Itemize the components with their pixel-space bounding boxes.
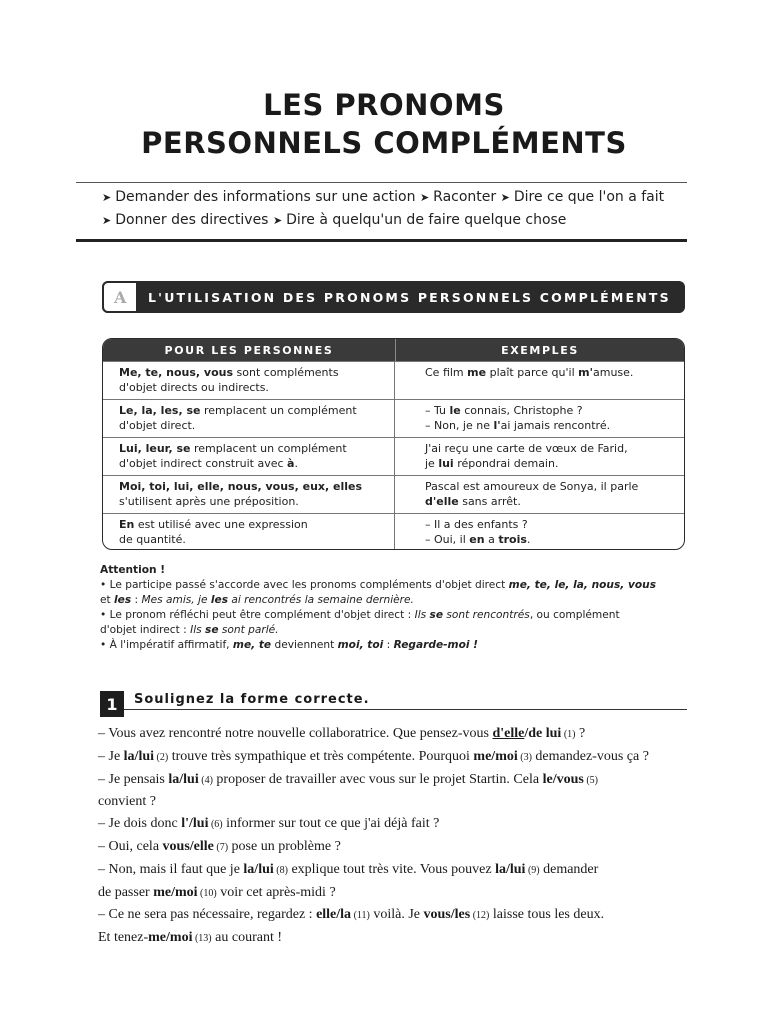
page-title — [0, 86, 768, 162]
rule-cell: Le, la, les, se remplacent un complément d'objet direct. — [103, 400, 395, 437]
answer-choice[interactable]: me/moi — [473, 748, 518, 764]
item-number: (12) — [470, 910, 490, 922]
section-title: L'UTILISATION DES PRONOMS PERSONNELS COMPLÉMENTS — [148, 289, 671, 305]
section-banner — [102, 281, 685, 313]
arrow-icon: ➤ — [102, 191, 112, 204]
table-row — [103, 399, 684, 437]
item-number: (8) — [273, 864, 288, 876]
answer-choice[interactable]: d'elle — [492, 726, 525, 741]
answer-choice[interactable]: la/lui — [168, 771, 199, 787]
exercise-header — [100, 691, 687, 718]
grammar-icon — [102, 281, 138, 313]
exercise-text — [98, 723, 698, 950]
attention-point: • À l'impératif affirmatif, me, te deviennent moi, toi : Regarde-moi ! — [100, 639, 478, 651]
item-number: (1) — [561, 729, 576, 740]
exercise-text-segment: explique tout très vite. Vous pouvez — [287, 861, 496, 877]
answer-choice[interactable]: la/lui — [243, 861, 274, 877]
exercise-text-segment: ? — [575, 726, 586, 741]
svg-text:A: A — [114, 288, 129, 306]
exercise-text-segment: – Je pensais — [98, 771, 169, 787]
item-number: (13) — [192, 933, 212, 945]
exercise-line — [98, 746, 698, 769]
answer-choice[interactable]: vous/elle — [162, 838, 214, 854]
attention-point: • Le participe passé s'accorde avec les pronoms compléments d'objet direct me, te, le, la, nous, vous — [100, 579, 657, 591]
table-header — [103, 339, 684, 361]
exercise-text-segment: proposer de travailler avec vous sur le projet Startin. Cela — [212, 771, 543, 787]
attention-point: • Le pronom réfléchi peut être complément d'objet direct : Ils se sont rencontrés, ou complément — [100, 609, 620, 621]
divider-thick — [76, 239, 687, 242]
example-cell: J'ai reçu une carte de vœux de Farid, je lui répondrai demain. — [425, 442, 628, 470]
arrow-icon: ➤ — [419, 191, 430, 204]
exercise-text-segment: trouve très sympathique et très compétente. Pourquoi — [168, 748, 474, 764]
arrow-icon: ➤ — [500, 191, 510, 204]
exercise-text-segment: – Ce ne sera pas nécessaire, regardez : — [98, 907, 317, 923]
objectives — [102, 186, 692, 232]
exercise-text-segment: – Vous avez rencontré notre nouvelle collaboratrice. Que pensez-vous — [98, 726, 493, 741]
answer-choice[interactable]: l'/lui — [181, 816, 209, 832]
item-number: (3) — [517, 751, 532, 763]
table-row — [103, 437, 684, 475]
item-number: (10) — [197, 887, 217, 899]
answer-choice[interactable]: /de lui — [524, 726, 562, 741]
item-number: (2) — [154, 751, 169, 763]
objective-item: Dire ce que l'on a fait — [513, 189, 665, 205]
item-number: (6) — [208, 819, 223, 831]
answer-choice[interactable]: la/lui — [495, 861, 526, 877]
exercise-text-segment: de passer — [98, 884, 154, 900]
answer-choice[interactable]: le/vous — [542, 771, 584, 787]
example-cell: – Tu le connais, Christophe ? – Non, je ne l'ai jamais rencontré. — [425, 404, 611, 432]
attention-heading: Attention ! — [100, 564, 166, 576]
column-header: EXEMPLES — [501, 343, 579, 357]
divider — [76, 182, 687, 183]
exercise-text-segment: au courant ! — [211, 930, 282, 946]
title-line-1: LES PRONOMS — [263, 88, 505, 122]
item-number: (7) — [213, 841, 229, 853]
answer-choice[interactable]: me/moi — [153, 884, 198, 900]
grammar-table — [102, 338, 685, 550]
arrow-icon: ➤ — [102, 214, 112, 227]
answer-choice[interactable]: la/lui — [123, 748, 155, 764]
divider — [124, 709, 687, 710]
exercise-text-segment: informer sur tout ce que j'ai déjà fait ? — [222, 816, 440, 832]
exercise-line — [98, 813, 698, 836]
attention-point: et les : Mes amis, je les ai rencontrés la semaine dernière. — [100, 594, 414, 606]
attention-note — [100, 563, 690, 653]
example-cell: – Il a des enfants ? – Oui, il en a trois. — [425, 518, 531, 546]
answer-choice[interactable]: me/moi — [148, 930, 193, 946]
objectives-line-2 — [102, 209, 692, 232]
exercise-text-segment: – Oui, cela — [98, 838, 163, 854]
exercise-text-segment: – Je — [98, 748, 124, 764]
item-number: (5) — [583, 774, 598, 786]
exercise-text-segment: – Je dois donc — [98, 816, 182, 832]
exercise-number: 1 — [100, 691, 124, 717]
attention-point: d'objet indirect : Ils se sont parlé. — [100, 624, 279, 636]
exercise-text-segment: convient ? — [98, 794, 156, 810]
exercise-line — [98, 723, 698, 746]
answer-choice[interactable]: elle/la — [316, 907, 352, 923]
table-row — [103, 361, 684, 399]
rule-cell: Lui, leur, se remplacent un complément d'objet indirect construit avec à. — [103, 438, 395, 475]
objective-item: Raconter — [433, 189, 497, 205]
exercise-instruction: Soulignez la forme correcte. — [134, 692, 370, 707]
example-cell: Pascal est amoureux de Sonya, il parle d'elle sans arrêt. — [425, 480, 639, 508]
exercise-line — [98, 927, 698, 950]
exercise-line — [98, 769, 698, 792]
exercise-line — [98, 882, 698, 905]
exercise-text-segment: voilà. Je — [369, 907, 424, 923]
exercise-text-segment: Et tenez- — [98, 930, 149, 946]
objective-item: Demander des informations sur une action — [115, 189, 416, 205]
exercise-text-segment: laisse tous les deux. — [489, 907, 605, 923]
exercise-text-segment: pose un problème ? — [228, 838, 341, 854]
rule-cell: En est utilisé avec une expression de quantité. — [103, 514, 395, 550]
table-row — [103, 513, 684, 550]
title-line-2: PERSONNELS COMPLÉMENTS — [141, 126, 627, 160]
objective-item: Dire à quelqu'un de faire quelque chose — [286, 212, 567, 228]
objectives-line-1 — [102, 186, 692, 209]
item-number: (9) — [525, 864, 540, 876]
exercise-line — [98, 904, 698, 927]
item-number: (11) — [351, 910, 370, 922]
rule-cell: Moi, toi, lui, elle, nous, vous, eux, elles s'utilisent après une préposition. — [103, 476, 395, 513]
arrow-icon: ➤ — [272, 214, 283, 227]
answer-choice[interactable]: vous/les — [423, 907, 471, 923]
exercise-line — [98, 791, 698, 813]
objective-item: Donner des directives — [115, 212, 269, 228]
exercise-line — [98, 836, 698, 859]
table-row — [103, 475, 684, 513]
column-header: POUR LES PERSONNES — [103, 339, 396, 361]
exercise-text-segment: voir cet après-midi ? — [216, 884, 336, 900]
exercise-line — [98, 859, 698, 882]
exercise-text-segment: – Non, mais il faut que je — [98, 861, 244, 877]
exercise-text-segment: demander — [539, 861, 599, 877]
rule-cell: Me, te, nous, vous sont compléments d'objet directs ou indirects. — [103, 362, 395, 399]
example-cell: Ce film me plaît parce qu'il m'amuse. — [425, 366, 634, 379]
exercise-text-segment: demandez-vous ça ? — [531, 748, 649, 764]
item-number: (4) — [198, 774, 213, 786]
